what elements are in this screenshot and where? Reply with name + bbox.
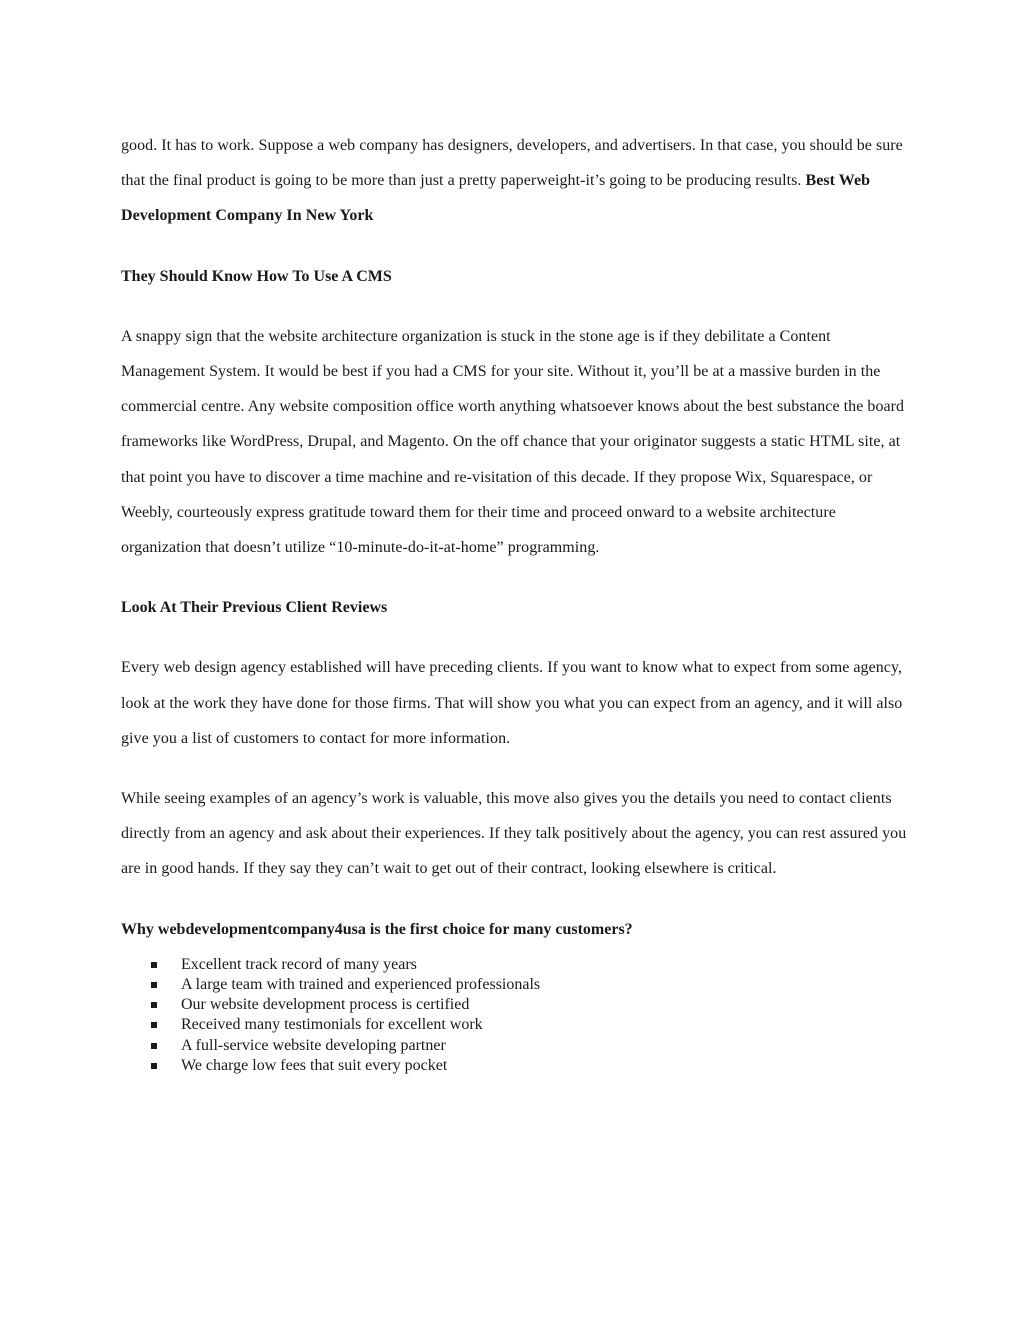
intro-bold-link-text: Best Web Development Company In New York bbox=[121, 172, 871, 225]
square-bullet-icon bbox=[151, 962, 157, 968]
list-item-text: A large team with trained and experienced professionals bbox=[181, 976, 541, 994]
list-item bbox=[151, 1015, 941, 1035]
reasons-list bbox=[151, 955, 941, 1076]
reviews-paragraph-1: Every web design agency established will have preceding clients. If you want to know what to expect from some agency, look at the work they have done for those firms. That will show you what you can expect from an agency, and it will also give you a list of customers to contact for more information. bbox=[121, 659, 903, 747]
square-bullet-icon bbox=[151, 1002, 157, 1008]
page-content bbox=[121, 128, 911, 1076]
heading-cms: They Should Know How To Use A CMS bbox=[121, 267, 392, 285]
square-bullet-icon bbox=[151, 1063, 157, 1069]
list-item-text: Received many testimonials for excellent work bbox=[181, 1016, 483, 1034]
list-item bbox=[151, 955, 941, 975]
list-item bbox=[151, 1036, 941, 1056]
list-item-text: Our website development process is certified bbox=[181, 996, 470, 1014]
heading-why: Why webdevelopmentcompany4usa is the first choice for many customers? bbox=[121, 920, 633, 938]
list-item bbox=[151, 995, 941, 1015]
square-bullet-icon bbox=[151, 1022, 157, 1028]
cms-paragraph: A snappy sign that the website architecture organization is stuck in the stone age is if they debilitate a Content Management System. It would be best if you had a CMS for your site. Without it, you’ll be at a massive burden in the commercial centre. Any website composition office worth anything whatsoever knows about the best substance the board frameworks like WordPress, Drupal, and Magento. On the off chance that your originator suggests a static HTML site, at that point you have to discover a time machine and re-visitation of this decade. If they propose Wix, Squarespace, or Weebly, courteously express gratitude toward them for their time and proceed onward to a website architecture organization that doesn’t utilize “10-minute-do-it-at-home” programming. bbox=[121, 327, 905, 557]
heading-reviews: Look At Their Previous Client Reviews bbox=[121, 599, 388, 617]
list-item bbox=[151, 1056, 941, 1076]
intro-text: good. It has to work. Suppose a web company has designers, developers, and advertisers. In that case, you should be sure that the final product is going to be more than just a pretty paperweight-it’s going to be producing results. bbox=[121, 137, 903, 190]
list-item-text: A full-service website developing partner bbox=[181, 1036, 446, 1054]
list-item bbox=[151, 975, 941, 995]
list-item-text: We charge low fees that suit every pocket bbox=[181, 1056, 448, 1074]
square-bullet-icon bbox=[151, 982, 157, 988]
list-item-text: Excellent track record of many years bbox=[181, 955, 417, 973]
square-bullet-icon bbox=[151, 1043, 157, 1049]
intro-paragraph bbox=[121, 128, 911, 234]
reviews-paragraph-2: While seeing examples of an agency’s work is valuable, this move also gives you the details you need to contact clients directly from an agency and ask about their experiences. If they talk positively about the agency, you can rest assured you are in good hands. If they say they can’t wait to get out of their contract, looking elsewhere is critical. bbox=[121, 790, 907, 878]
